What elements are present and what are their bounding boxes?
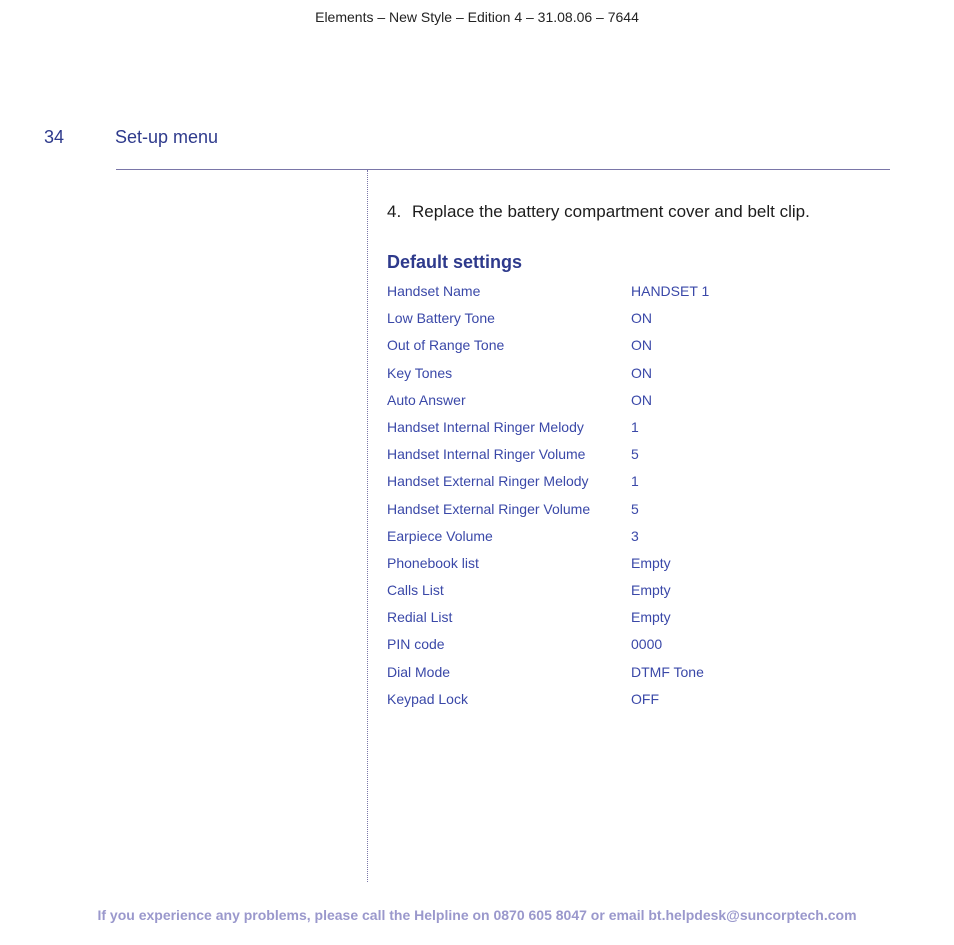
- setting-row: [387, 310, 787, 337]
- setting-value: 5: [631, 500, 639, 517]
- page-number: 34: [44, 127, 65, 147]
- setting-row: [387, 365, 787, 392]
- setting-row: [387, 446, 787, 473]
- setting-name: Auto Answer: [387, 391, 466, 408]
- setting-name: Handset Internal Ringer Melody: [387, 418, 584, 435]
- setting-value: DTMF Tone: [631, 663, 704, 680]
- setting-name: Calls List: [387, 582, 444, 599]
- header-divider: [116, 169, 890, 170]
- setting-value: ON: [631, 310, 652, 327]
- setting-row: [387, 691, 787, 718]
- setting-row: [387, 501, 787, 528]
- setting-value: Empty: [631, 554, 671, 571]
- default-settings-heading: Default settings: [387, 252, 523, 272]
- setting-name: Handset External Ringer Melody: [387, 473, 589, 490]
- setting-name: Keypad Lock: [387, 690, 468, 707]
- setting-value: ON: [631, 391, 652, 408]
- setting-name: Handset Internal Ringer Volume: [387, 446, 586, 463]
- setting-name: Low Battery Tone: [387, 310, 495, 327]
- setting-value: Empty: [631, 582, 671, 599]
- setting-row: [387, 473, 787, 500]
- default-settings-table: [387, 283, 787, 718]
- setting-name: Dial Mode: [387, 663, 451, 680]
- setting-value: 1: [631, 418, 639, 435]
- edition-header: Elements – New Style – Edition 4 – 31.08.06 – 7644: [315, 9, 639, 25]
- column-divider: [367, 170, 368, 882]
- instruction-step: [387, 202, 810, 222]
- setting-name: PIN code: [387, 636, 445, 653]
- setting-row: [387, 582, 787, 609]
- setting-value: 1: [631, 473, 639, 490]
- setting-row: [387, 636, 787, 663]
- setting-name: Key Tones: [387, 364, 453, 381]
- step-number: 4.: [387, 202, 402, 221]
- setting-value: 3: [631, 527, 639, 544]
- setting-value: Empty: [631, 609, 671, 626]
- setting-value: ON: [631, 364, 652, 381]
- setting-row: [387, 337, 787, 364]
- setting-name: Out of Range Tone: [387, 337, 505, 354]
- setting-value: 0000: [631, 636, 663, 653]
- setting-row: [387, 392, 787, 419]
- setting-row: [387, 283, 787, 310]
- setting-name: Earpiece Volume: [387, 527, 493, 544]
- setting-row: [387, 419, 787, 446]
- setting-value: 5: [631, 446, 639, 463]
- setting-row: [387, 528, 787, 555]
- setting-row: [387, 664, 787, 691]
- setting-name: Redial List: [387, 609, 453, 626]
- setting-row: [387, 609, 787, 636]
- setting-name: Handset External Ringer Volume: [387, 500, 591, 517]
- section-title: Set-up menu: [115, 127, 219, 147]
- setting-value: ON: [631, 337, 652, 354]
- setting-value: OFF: [631, 690, 659, 707]
- helpline-footer: If you experience any problems, please call the Helpline on 0870 605 8047 or email bt.helpdesk@suncorptech.com: [97, 907, 857, 923]
- step-text: Replace the battery compartment cover and belt clip.: [412, 202, 810, 221]
- setting-name: Phonebook list: [387, 554, 479, 571]
- setting-value: HANDSET 1: [631, 283, 710, 299]
- setting-name: Handset Name: [387, 283, 481, 299]
- setting-row: [387, 555, 787, 582]
